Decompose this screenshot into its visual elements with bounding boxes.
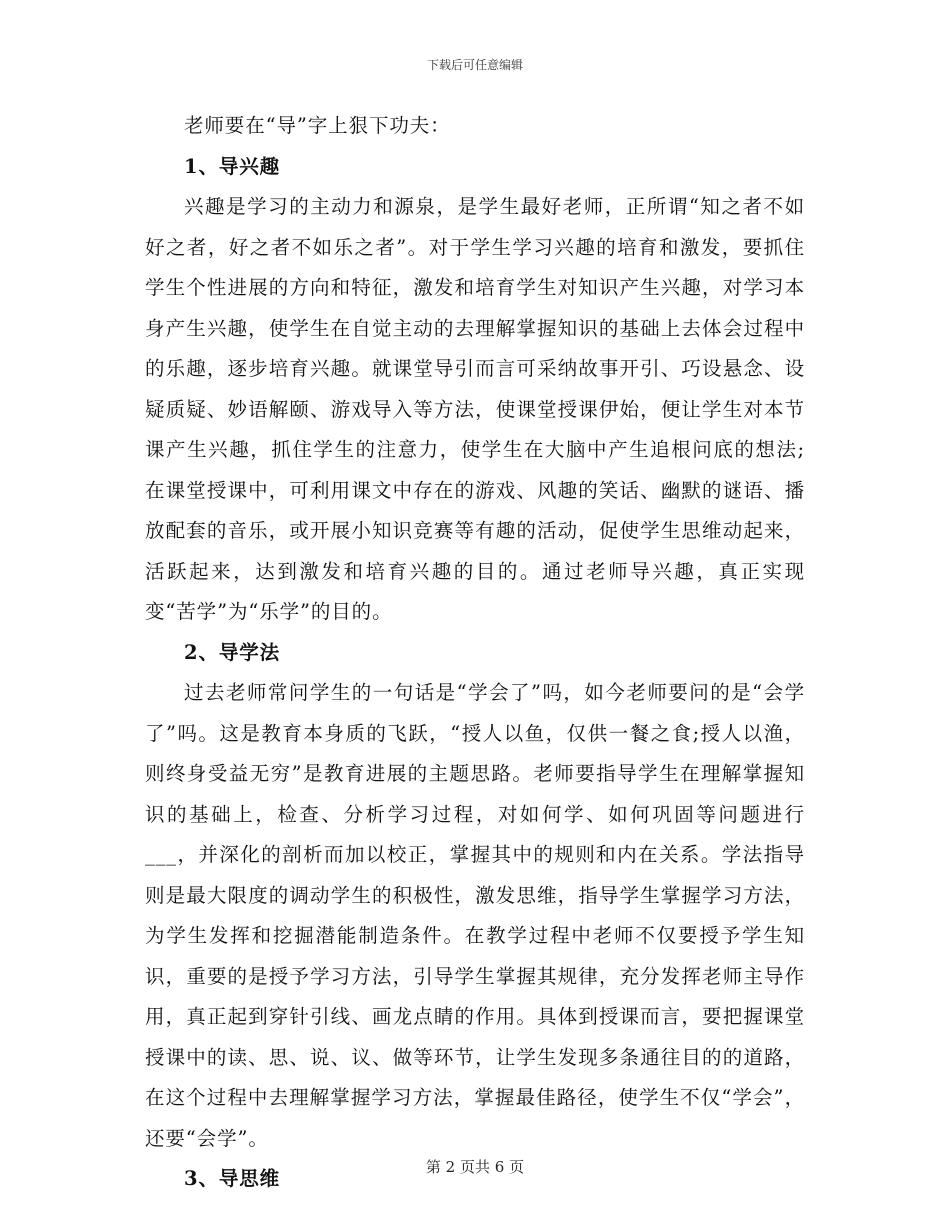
header-note: 下载后可任意编辑 <box>426 58 523 72</box>
section-heading: 2、导学法 <box>184 640 281 664</box>
section-paragraph: 兴趣是学习的主动力和源泉，是学生最好老师，正所谓“知之者不如好之者，好之者不如乐之者”。对于学生学习兴趣的培育和激发，要抓住学生个性进展的方向和特征，激发和培育学生对知识产生兴趣，对学习本身产生兴趣，使学生在自觉主动的去理解掌握知识的基础上去体会过程中的乐趣，逐步培育兴趣。就课堂导引而言可采纳故事开引、巧设悬念、设疑质疑、妙语解颐、游戏导入等方法，使课堂授课伊始，便让学生对本节课产生兴趣，抓住学生的注意力，使学生在大脑中产生追根问底的想法;在课堂授课中，可利用课文中存在的游戏、风趣的笑话、幽默的谜语、播放配套的音乐，或开展小知识竞赛等有趣的活动，促使学生思维动起来，活跃起来，达到激发和培育兴趣的目的。通过老师导兴趣，真正实现变“苦学”为“乐学”的目的。 <box>145 195 805 623</box>
document-body <box>145 106 805 1200</box>
section-heading: 3、导思维 <box>184 1167 281 1190</box>
intro-paragraph: 老师要在“导”字上狠下功夫： <box>184 114 451 137</box>
page-number: 第 2 页共 6 页 <box>425 1158 525 1176</box>
section-heading: 1、导兴趣 <box>184 154 281 178</box>
section-paragraph: 过去老师常问学生的一句话是“学会了”吗，如今老师要问的是“会学了”吗。这是教育本身质的飞跃，“授人以鱼，仅供一餐之食;授人以渔，则终身受益无穷”是教育进展的主题思路。老师要指导学生在理解掌握知识的基础上，检查、分析学习过程，对如何学、如何巩固等问题进行___，并深化的剖析而加以校正，掌握其中的规则和内在关系。学法指导则是最大限度的调动学生的积极性，激发思维，指导学生掌握学习方法，为学生发挥和挖掘潜能制造条件。在教学过程中老师不仅要授予学生知识，重要的是授予学习方法，引导学生掌握其规律，充分发挥老师主导作用，真正起到穿针引线、画龙点睛的作用。具体到授课而言，要把握课堂授课中的读、思、说、议、做等环节，让学生发现多条通往目的的道路，在这个过程中去理解掌握学习方法，掌握最佳路径，使学生不仅“学会”，还要“会学”。 <box>145 681 805 1150</box>
